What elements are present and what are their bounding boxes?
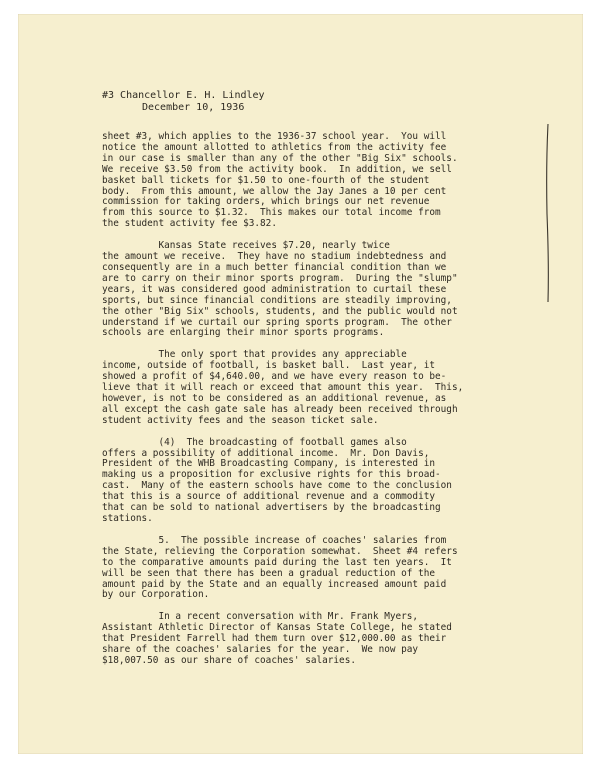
letter-body <box>102 132 542 678</box>
paragraph-kansas-state: Kansas State receives $7.20, nearly twice the amount we receive. They have no stadium indebtedness and consequently are in a much better financial condition than we are to carry on their minor sports program. During the "slump" years, it was considered good administration to curtail these sports, but since financial conditions are steadily improving, the other "Big Six" schools, students, and the public would not understand if we curtail our spring sports program. The other schools are enlarging their minor sports programs. <box>102 240 458 339</box>
document-page <box>18 14 583 754</box>
letter-header-date: December 10, 1936 <box>142 102 245 113</box>
paragraph-frank-myers: In a recent conversation with Mr. Frank Myers, Assistant Athletic Director of Kansas State College, he stated that President Farrell had them turn over $12,000.00 as their share of the coaches' salaries for the year. We now pay $18,007.50 as our share of coaches' salaries. <box>102 611 452 666</box>
paragraph-coaches-salaries: 5. The possible increase of coaches' salaries from the State, relieving the Corporation somewhat. Sheet #4 refers to the comparative amounts paid during the last ten years. It will be seen that there has been a gradual reduction of the amount paid by the State and an equally increased amount paid by our Corporation. <box>102 534 458 601</box>
paragraph-broadcasting: (4) The broadcasting of football games also offers a possibility of additional income. Mr. Don Davis, President of the WHB Broadcasting Company, is interested in making us a proposition for exclusive rights for this broad- cast. Many of the eastern schools have come to the conclusion that this is a source of additional revenue and a commodity that can be sold to national advertisers by the broadcasting stations. <box>102 436 452 524</box>
paragraph-basketball-income: The only sport that provides any appreciable income, outside of football, is basket ball. Last year, it showed a profit of $4,640.00, and we have every reason to be- lieve that it will reach or exceed that amount this year. This, however, is not to be considered as an additional revenue, as all except the cash gate sale has already been received through student activity fees and the season ticket sale. <box>102 349 464 426</box>
letter-header-recipient: #3 Chancellor E. H. Lindley <box>102 90 265 101</box>
margin-pencil-mark <box>545 124 551 302</box>
paragraph-activity-fee: sheet #3, which applies to the 1936-37 school year. You will notice the amount allotted to athletics from the activity fee in our case is smaller than any of the other "Big Six" schools. We receive $3.50 from the activity book. In addition, we sell basket ball tickets for $1.50 to one-fourth of the student body. From this amount, we allow the Jay Janes a 10 per cent commission for taking orders, which brings our net revenue from this source to $1.32. This makes our total income from the student activity fee $3.82. <box>102 131 458 230</box>
